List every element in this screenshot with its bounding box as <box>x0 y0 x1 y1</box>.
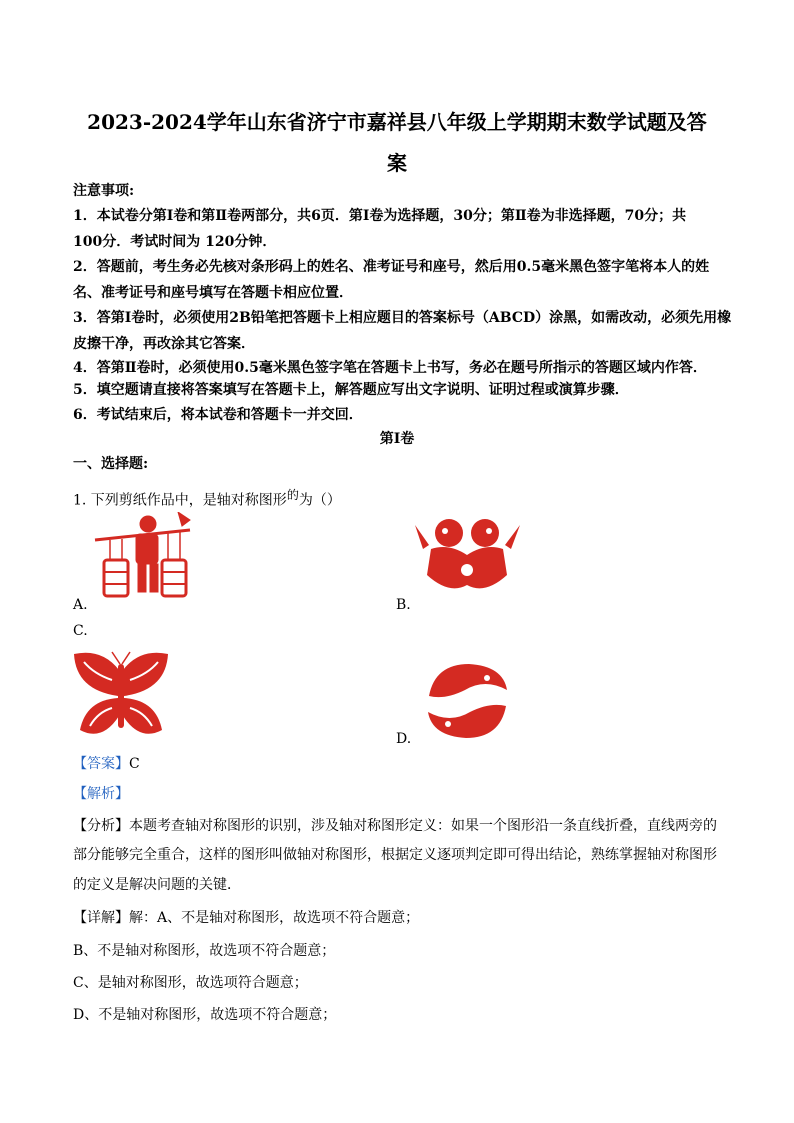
notice-line: 5．填空题请直接将答案填写在答题卡上，解答题应写出文字说明、证明过程或演算步骤． <box>73 382 629 398</box>
analysis-line: 的定义是解决问题的关键． <box>73 877 241 893</box>
option-c-papercut-image <box>72 650 170 742</box>
detail-line: 【详解】解：A、不是轴对称图形，故选项不符合题意； <box>73 910 420 926</box>
notice-heading: 注意事项: <box>73 183 135 199</box>
notice-line: 名、准考证号和座号填写在答题卡相应位置． <box>73 285 353 301</box>
section-title: 第Ⅰ卷 <box>379 431 415 447</box>
stem-sup: 的 <box>286 488 299 502</box>
notice-line: 2．答题前，考生务必先核对条形码上的姓名、准考证号和座号，然后用0.5毫米黑色签字笔将本人的姓 <box>73 259 710 275</box>
option-a-label: A. <box>73 597 88 613</box>
detail-line: B、不是轴对称图形，故选项不符合题意； <box>73 943 336 959</box>
stem-text: 1. 下列剪纸作品中，是轴对称图形 <box>73 492 287 509</box>
option-a-papercut-image <box>90 512 195 604</box>
doc-title-cont: 案 <box>387 151 407 175</box>
notice-line: 100分．考试时间为 120分钟． <box>73 234 277 250</box>
answer-label: 【答案】 <box>73 756 129 772</box>
analysis-label: 【解析】 <box>73 786 129 802</box>
notice-line: 3．答第Ⅰ卷时，必须使用2B铅笔把答题卡上相应题目的答案标号（ABCD）涂黑，如需改动，必须先用橡 <box>73 310 732 326</box>
option-c-label: C. <box>73 623 88 639</box>
notice-line: 4．答第Ⅱ卷时，必须使用0.5毫米黑色签字笔在答题卡上书写，务必在题号所指示的答题区域内作答． <box>73 360 707 376</box>
option-d-papercut-image <box>425 660 510 742</box>
stem-text-end: 为（） <box>298 492 341 509</box>
notice-line: 6．考试结束后，将本试卷和答题卡一并交回． <box>73 407 363 423</box>
detail-line: D、不是轴对称图形，故选项不符合题意； <box>73 1007 337 1023</box>
answer-line <box>73 755 140 773</box>
notice-line: 皮擦干净，再改涂其它答案． <box>73 336 255 352</box>
detail-line: C、是轴对称图形，故选项符合题意； <box>73 975 308 991</box>
doc-title: 2023-2024学年山东省济宁市嘉祥县八年级上学期期末数学试题及答 <box>87 110 707 134</box>
option-b-papercut-image <box>415 515 520 597</box>
part-title: 一、选择题: <box>73 456 149 472</box>
answer-value: C <box>129 756 140 772</box>
option-b-label: B. <box>396 597 411 613</box>
question-1-stem <box>73 486 341 510</box>
notice-line: 1．本试卷分第Ⅰ卷和第Ⅱ卷两部分，共6页．第Ⅰ卷为选择题，30分；第Ⅱ卷为非选择题，70分；共 <box>73 208 687 224</box>
option-d-label: D. <box>396 731 412 747</box>
analysis-line: 【分析】本题考查轴对称图形的识别，涉及轴对称图形定义：如果一个图形沿一条直线折叠，直线两旁的 <box>73 818 717 834</box>
analysis-line: 部分能够完全重合，这样的图形叫做轴对称图形，根据定义逐项判定即可得出结论，熟练掌握轴对称图形 <box>73 847 717 863</box>
